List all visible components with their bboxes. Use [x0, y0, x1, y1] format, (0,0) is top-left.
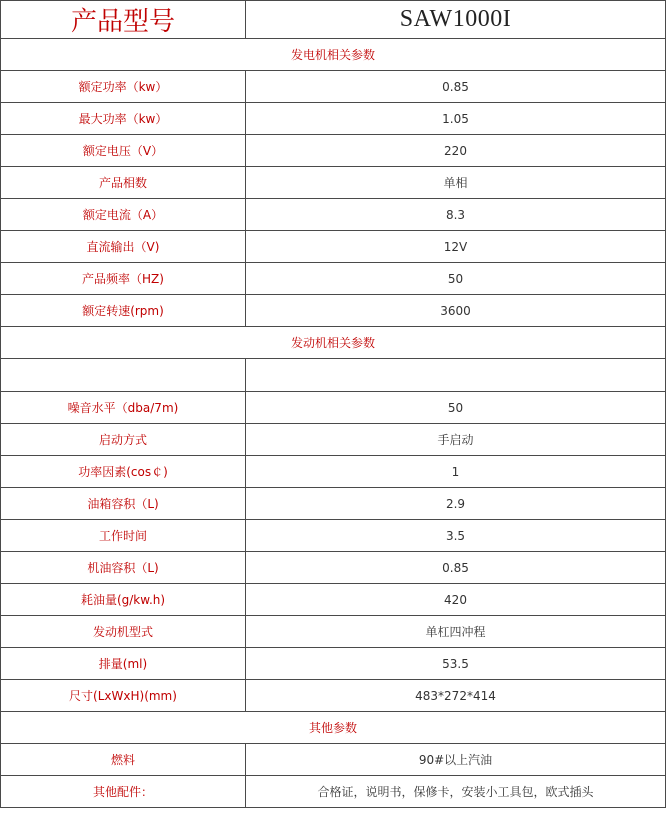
table-row: [1, 71, 666, 103]
table-row: [1, 520, 666, 552]
row-value: 90#以上汽油: [246, 744, 666, 776]
row-label: 油箱容积（L): [1, 488, 246, 520]
table-row: [1, 680, 666, 712]
row-value: 50: [246, 392, 666, 424]
product-model-value: SAW1000I: [246, 1, 666, 39]
section-header-generator: [1, 39, 666, 71]
table-row: [1, 231, 666, 263]
row-value: 0.85: [246, 552, 666, 584]
row-label: 产品频率（HZ): [1, 263, 246, 295]
row-label: 其他配件：: [1, 776, 246, 808]
row-value: 1.05: [246, 103, 666, 135]
table-row: [1, 744, 666, 776]
table-row: [1, 135, 666, 167]
section-heading: 发电机相关参数: [1, 39, 666, 71]
table-row: [1, 103, 666, 135]
row-label: 尺寸(LxWxH)(mm): [1, 680, 246, 712]
product-model-label: 产品型号: [1, 1, 246, 39]
row-value: 3.5: [246, 520, 666, 552]
section-header-other: [1, 712, 666, 744]
table-row: [1, 488, 666, 520]
table-row: [1, 392, 666, 424]
row-label: 功率因素(cos￠): [1, 456, 246, 488]
table-row: [1, 648, 666, 680]
row-value: 483*272*414: [246, 680, 666, 712]
table-row: [1, 584, 666, 616]
row-value: 合格证，说明书，保修卡，安装小工具包，欧式插头: [246, 776, 666, 808]
table-row: [1, 199, 666, 231]
row-label: 机油容积（L): [1, 552, 246, 584]
table-row: [1, 456, 666, 488]
row-label: 额定电流（A）: [1, 199, 246, 231]
row-value: 8.3: [246, 199, 666, 231]
row-label: 启动方式: [1, 424, 246, 456]
blank-label: [1, 359, 246, 392]
blank-value: [246, 359, 666, 392]
table-row: [1, 295, 666, 327]
row-label: 额定转速(rpm): [1, 295, 246, 327]
row-label: 噪音水平（dba/7m): [1, 392, 246, 424]
row-value: 单相: [246, 167, 666, 199]
row-value: 50: [246, 263, 666, 295]
row-label: 最大功率（kw）: [1, 103, 246, 135]
table-row: [1, 616, 666, 648]
row-label: 直流输出（V): [1, 231, 246, 263]
row-value: 1: [246, 456, 666, 488]
table-row: [1, 424, 666, 456]
row-value: 单杠四冲程: [246, 616, 666, 648]
blank-row: [1, 359, 666, 392]
row-value: 0.85: [246, 71, 666, 103]
row-label: 排量(ml): [1, 648, 246, 680]
row-label: 额定电压（V）: [1, 135, 246, 167]
table-row: [1, 263, 666, 295]
row-label: 产品相数: [1, 167, 246, 199]
row-value: 220: [246, 135, 666, 167]
row-value: 53.5: [246, 648, 666, 680]
row-label: 工作时间: [1, 520, 246, 552]
section-heading: 其他参数: [1, 712, 666, 744]
table-row: [1, 167, 666, 199]
row-value: 2.9: [246, 488, 666, 520]
row-label: 发动机型式: [1, 616, 246, 648]
table-row: [1, 776, 666, 808]
row-label: 燃料: [1, 744, 246, 776]
section-header-engine: [1, 327, 666, 359]
row-value: 3600: [246, 295, 666, 327]
row-value: 420: [246, 584, 666, 616]
title-row: [1, 1, 666, 39]
table-row: [1, 552, 666, 584]
row-value: 12V: [246, 231, 666, 263]
row-label: 额定功率（kw）: [1, 71, 246, 103]
row-label: 耗油量(g/kw.h): [1, 584, 246, 616]
row-value: 手启动: [246, 424, 666, 456]
section-heading: 发动机相关参数: [1, 327, 666, 359]
